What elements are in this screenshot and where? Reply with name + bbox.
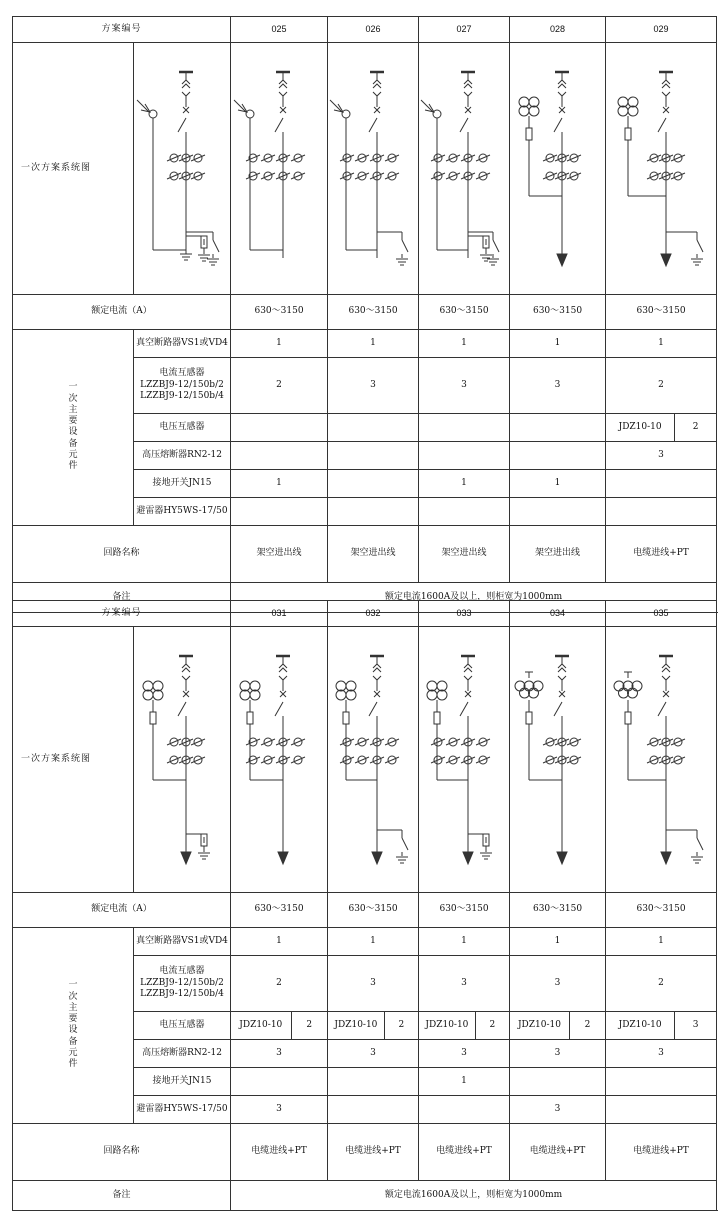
current-transformer-icon xyxy=(431,738,445,746)
ground-icon xyxy=(691,857,703,863)
cable-arrow-icon xyxy=(372,852,382,864)
current-transformer-icon xyxy=(340,172,354,180)
fuse-qty: 3 xyxy=(606,1039,717,1067)
plug-in-contact-icon xyxy=(464,80,472,96)
feeder-line xyxy=(153,656,204,852)
arrester-qty xyxy=(510,497,606,525)
current-transformer-icon xyxy=(261,154,275,162)
plug-in-contact-icon xyxy=(558,80,566,96)
vt-model: JDZ10-10 xyxy=(328,1012,385,1039)
vt-qty: 3 xyxy=(692,1019,699,1030)
rated-current-value: 630～3150 xyxy=(231,893,328,928)
current-transformer-icon xyxy=(261,738,275,746)
rated-current-label: 额定电流（A） xyxy=(13,295,231,330)
scheme-number: 035 xyxy=(606,601,717,627)
earthing-switch-icon xyxy=(697,232,703,258)
arrester-qty: 3 xyxy=(231,1095,328,1123)
ct-qty: 2 xyxy=(231,955,328,1011)
current-transformer-icon xyxy=(291,172,305,180)
circuit-name: 电缆进线+PT xyxy=(606,1123,717,1180)
current-transformer-icon xyxy=(291,738,305,746)
breaker-qty: 1 xyxy=(231,329,328,357)
breaker-qty: 1 xyxy=(231,927,328,955)
vt-qty: 2 xyxy=(306,1019,313,1030)
vt-cell xyxy=(606,1011,717,1039)
overhead-line-icon xyxy=(137,100,157,118)
ct-qty: 3 xyxy=(419,955,510,1011)
current-transformer-icon xyxy=(671,756,685,764)
current-transformer-icon xyxy=(191,738,205,746)
fuse-qty xyxy=(231,441,328,469)
overhead-line-icon xyxy=(421,100,441,118)
fuse-icon xyxy=(434,712,440,724)
feeder-line xyxy=(250,656,283,852)
plug-in-contact-icon xyxy=(373,80,381,96)
ct-qty: 3 xyxy=(328,357,419,413)
vt-cell xyxy=(231,1011,328,1039)
rated-current-value: 630～3150 xyxy=(328,295,419,330)
arrester-qty: 3 xyxy=(510,1095,606,1123)
vacuum-breaker-icon xyxy=(460,691,471,716)
earthing-switch-icon xyxy=(493,232,499,258)
cable-arrow-icon xyxy=(661,852,671,864)
vt-cell xyxy=(510,1011,606,1039)
vt-cell xyxy=(419,1011,510,1039)
earthing-switch-icon xyxy=(402,830,408,856)
arrester-label: 避雷器HY5WS-17/50 xyxy=(134,497,231,525)
circuit-name: 电缆进线+PT xyxy=(328,1123,419,1180)
fuse-qty: 3 xyxy=(419,1039,510,1067)
circuit-name-label: 回路名称 xyxy=(13,1123,231,1180)
ct-qty: 3 xyxy=(419,357,510,413)
circuit-name-row xyxy=(13,1123,717,1180)
vt-model: JDZ10-10 xyxy=(510,1012,570,1039)
vacuum-breaker-icon xyxy=(178,107,189,132)
current-transformer-icon xyxy=(543,154,557,162)
vt-cell xyxy=(328,413,419,441)
fuse-icon xyxy=(526,712,532,724)
overhead-line-icon xyxy=(234,100,254,118)
current-transformer-icon xyxy=(446,172,460,180)
feeder-line xyxy=(437,656,486,852)
arrester-qty xyxy=(606,1095,717,1123)
voltage-transformer-icon xyxy=(336,681,356,700)
voltage-transformer-icon xyxy=(427,681,447,700)
vacuum-breaker-icon xyxy=(658,691,669,716)
plug-in-contact-icon xyxy=(464,664,472,680)
cable-arrow-icon xyxy=(463,852,473,864)
diagram-row xyxy=(13,43,717,295)
rated-current-value: 630～3150 xyxy=(510,893,606,928)
feeder-line xyxy=(346,656,402,852)
vt-cell xyxy=(419,413,510,441)
remarks-row xyxy=(13,1181,717,1211)
scheme-number: 033 xyxy=(419,601,510,627)
current-transformer-icon xyxy=(246,154,260,162)
fuse-icon xyxy=(150,712,156,724)
current-transformer-icon xyxy=(246,756,260,764)
scheme-number: 032 xyxy=(328,601,419,627)
surge-arrester-icon xyxy=(483,236,489,254)
feeder-line xyxy=(437,72,493,258)
surge-arrester-icon xyxy=(483,834,489,852)
circuit-name-label: 回路名称 xyxy=(13,525,231,582)
circuit-name: 架空进出线 xyxy=(419,525,510,582)
earth-switch-qty xyxy=(231,1067,328,1095)
fuse-qty: 3 xyxy=(231,1039,328,1067)
breaker-qty: 1 xyxy=(328,329,419,357)
circuit-name: 架空进出线 xyxy=(231,525,328,582)
earth-switch-qty xyxy=(328,469,419,497)
current-transformer-icon xyxy=(476,756,490,764)
surge-arrester-icon xyxy=(201,236,207,254)
single-line-diagram xyxy=(606,627,717,893)
circuit-name-row xyxy=(13,525,717,582)
fuse-qty: 3 xyxy=(328,1039,419,1067)
breaker-qty: 1 xyxy=(419,927,510,955)
vacuum-breaker-icon xyxy=(554,691,565,716)
ground-icon xyxy=(487,259,499,265)
earthing-switch-icon xyxy=(213,232,219,258)
fuse-icon xyxy=(625,712,631,724)
arrester-qty xyxy=(606,497,717,525)
scheme-number-row xyxy=(13,17,717,43)
scheme-number-label: 方案编号 xyxy=(13,601,231,627)
ground-icon xyxy=(691,259,703,265)
breaker-label: 真空断路器VS1或VD4 xyxy=(134,329,231,357)
plug-in-contact-icon xyxy=(279,80,287,96)
breaker-label: 真空断路器VS1或VD4 xyxy=(134,927,231,955)
vt-label: 电压互感器 xyxy=(134,1011,231,1039)
current-transformer-icon xyxy=(647,738,661,746)
current-transformer-icon xyxy=(543,172,557,180)
scheme-number: 028 xyxy=(510,17,606,43)
earth-switch-qty: 1 xyxy=(231,469,328,497)
single-line-diagram xyxy=(134,43,231,295)
single-line-diagram xyxy=(231,43,328,295)
ground-icon xyxy=(207,259,219,265)
feeder-line xyxy=(250,72,283,258)
earthing-switch-icon xyxy=(402,232,408,258)
vacuum-breaker-icon xyxy=(369,691,380,716)
earth-switch-qty: 1 xyxy=(510,469,606,497)
diagram-label: 一次方案系统图 xyxy=(13,627,134,893)
current-transformer-icon xyxy=(291,756,305,764)
earthing-switch-icon xyxy=(697,830,703,856)
breaker-qty: 1 xyxy=(510,927,606,955)
fuse-qty: 3 xyxy=(510,1039,606,1067)
feeder-line xyxy=(628,72,697,254)
current-transformer-icon xyxy=(291,154,305,162)
vacuum-breaker-icon xyxy=(554,107,565,132)
ct-qty: 2 xyxy=(606,357,717,413)
current-transformer-icon xyxy=(355,154,369,162)
voltage-transformer-icon xyxy=(618,97,638,116)
fuse-icon xyxy=(625,128,631,140)
equipment-group-label: 一 次 主 要 设 备 元 件 xyxy=(13,329,134,525)
vacuum-breaker-icon xyxy=(460,107,471,132)
voltage-transformer-icon xyxy=(143,681,163,700)
arrester-qty xyxy=(328,1095,419,1123)
voltage-transformer-icon xyxy=(515,672,543,698)
current-transformer-icon xyxy=(647,172,661,180)
current-transformer-icon xyxy=(355,756,369,764)
ct-label: 电流互感器 LZZBJ9-12/150b/2 LZZBJ9-12/150b/4 xyxy=(134,357,231,413)
scheme-table-1 xyxy=(12,16,717,613)
rated-current-row xyxy=(13,893,717,928)
breaker-row xyxy=(13,329,717,357)
ct-qty: 2 xyxy=(606,955,717,1011)
single-line-diagram xyxy=(134,627,231,893)
voltage-transformer-icon xyxy=(519,97,539,116)
current-transformer-icon xyxy=(191,172,205,180)
vt-qty: 2 xyxy=(692,421,699,432)
earth-switch-label: 接地开关JN15 xyxy=(134,469,231,497)
current-transformer-icon xyxy=(671,738,685,746)
ct-qty: 3 xyxy=(328,955,419,1011)
current-transformer-icon xyxy=(543,738,557,746)
arrester-qty xyxy=(419,1095,510,1123)
current-transformer-icon xyxy=(340,738,354,746)
scheme-number: 027 xyxy=(419,17,510,43)
current-transformer-icon xyxy=(385,738,399,746)
vacuum-breaker-icon xyxy=(178,691,189,716)
fuse-qty xyxy=(328,441,419,469)
current-transformer-icon xyxy=(446,154,460,162)
current-transformer-icon xyxy=(671,154,685,162)
scheme-number: 034 xyxy=(510,601,606,627)
current-transformer-icon xyxy=(167,154,181,162)
earth-switch-qty: 1 xyxy=(419,469,510,497)
vt-cell xyxy=(328,1011,419,1039)
current-transformer-icon xyxy=(191,154,205,162)
circuit-name: 电缆进线+PT xyxy=(231,1123,328,1180)
rated-current-value: 630～3150 xyxy=(510,295,606,330)
surge-arrester-icon xyxy=(201,834,207,852)
scheme-sheet-2 xyxy=(0,600,720,1211)
single-line-diagram xyxy=(419,627,510,893)
earth-switch-qty xyxy=(606,1067,717,1095)
rated-current-value: 630～3150 xyxy=(419,893,510,928)
current-transformer-icon xyxy=(355,738,369,746)
plug-in-contact-icon xyxy=(558,664,566,680)
current-transformer-icon xyxy=(246,172,260,180)
current-transformer-icon xyxy=(385,756,399,764)
current-transformer-icon xyxy=(385,154,399,162)
current-transformer-icon xyxy=(567,756,581,764)
fuse-label: 高压熔断器RN2-12 xyxy=(134,1039,231,1067)
fuse-icon xyxy=(526,128,532,140)
remarks-text: 额定电流1600A及以上，则柜宽为1000mm xyxy=(231,1181,717,1211)
breaker-qty: 1 xyxy=(419,329,510,357)
current-transformer-icon xyxy=(261,756,275,764)
breaker-qty: 1 xyxy=(606,329,717,357)
vt-model: JDZ10-10 xyxy=(231,1012,292,1039)
cable-arrow-icon xyxy=(278,852,288,864)
current-transformer-icon xyxy=(167,756,181,764)
current-transformer-icon xyxy=(543,756,557,764)
overhead-line-icon xyxy=(330,100,350,118)
earth-switch-label: 接地开关JN15 xyxy=(134,1067,231,1095)
scheme-table-2 xyxy=(12,600,717,1211)
cable-arrow-icon xyxy=(181,852,191,864)
single-line-diagram xyxy=(328,43,419,295)
earth-switch-qty xyxy=(328,1067,419,1095)
cable-arrow-icon xyxy=(557,254,567,266)
current-transformer-icon xyxy=(191,756,205,764)
earth-switch-qty xyxy=(510,1067,606,1095)
plug-in-contact-icon xyxy=(662,664,670,680)
vacuum-breaker-icon xyxy=(369,107,380,132)
rated-current-value: 630～3150 xyxy=(606,893,717,928)
ground-icon xyxy=(198,255,210,261)
rated-current-value: 630～3150 xyxy=(419,295,510,330)
current-transformer-icon xyxy=(567,172,581,180)
arrester-qty xyxy=(419,497,510,525)
single-line-diagram xyxy=(328,627,419,893)
current-transformer-icon xyxy=(431,172,445,180)
current-transformer-icon xyxy=(476,154,490,162)
breaker-qty: 1 xyxy=(510,329,606,357)
circuit-name: 电缆进线+PT xyxy=(510,1123,606,1180)
feeder-line xyxy=(529,72,562,254)
scheme-number: 025 xyxy=(231,17,328,43)
earth-switch-qty xyxy=(606,469,717,497)
ct-qty: 2 xyxy=(231,357,328,413)
scheme-number-label: 方案编号 xyxy=(13,17,231,43)
current-transformer-icon xyxy=(167,172,181,180)
equipment-group-label: 一 次 主 要 设 备 元 件 xyxy=(13,927,134,1123)
rated-current-row xyxy=(13,295,717,330)
vacuum-breaker-icon xyxy=(275,691,286,716)
single-line-diagram xyxy=(510,43,606,295)
current-transformer-icon xyxy=(567,154,581,162)
current-transformer-icon xyxy=(567,738,581,746)
ground-icon xyxy=(480,255,492,261)
single-line-diagram xyxy=(419,43,510,295)
circuit-name: 电缆进线+PT xyxy=(606,525,717,582)
plug-in-contact-icon xyxy=(182,664,190,680)
remarks-label: 备注 xyxy=(13,583,231,613)
ground-icon xyxy=(480,853,492,859)
fuse-qty: 3 xyxy=(606,441,717,469)
plug-in-contact-icon xyxy=(373,664,381,680)
ground-icon xyxy=(180,254,192,260)
current-transformer-icon xyxy=(385,172,399,180)
current-transformer-icon xyxy=(167,738,181,746)
fuse-icon xyxy=(247,712,253,724)
plug-in-contact-icon xyxy=(182,80,190,96)
circuit-name: 电缆进线+PT xyxy=(419,1123,510,1180)
feeder-line xyxy=(628,656,697,852)
current-transformer-icon xyxy=(340,756,354,764)
vt-qty: 2 xyxy=(398,1019,405,1030)
circuit-name: 架空进出线 xyxy=(328,525,419,582)
current-transformer-icon xyxy=(355,172,369,180)
vt-label: 电压互感器 xyxy=(134,413,231,441)
ground-icon xyxy=(198,853,210,859)
vacuum-breaker-icon xyxy=(658,107,669,132)
current-transformer-icon xyxy=(431,756,445,764)
current-transformer-icon xyxy=(446,738,460,746)
vt-qty: 2 xyxy=(584,1019,591,1030)
circuit-name: 架空进出线 xyxy=(510,525,606,582)
plug-in-contact-icon xyxy=(279,664,287,680)
scheme-number-row xyxy=(13,601,717,627)
voltage-transformer-icon xyxy=(614,672,642,698)
vt-qty: 2 xyxy=(489,1019,496,1030)
ground-icon xyxy=(396,857,408,863)
rated-current-value: 630～3150 xyxy=(328,893,419,928)
remarks-label: 备注 xyxy=(13,1181,231,1211)
current-transformer-icon xyxy=(340,154,354,162)
current-transformer-icon xyxy=(446,756,460,764)
diagram-row xyxy=(13,627,717,893)
current-transformer-icon xyxy=(431,154,445,162)
vt-cell xyxy=(606,413,717,441)
scheme-number: 031 xyxy=(231,601,328,627)
earth-switch-qty: 1 xyxy=(419,1067,510,1095)
ct-qty: 3 xyxy=(510,955,606,1011)
single-line-diagram xyxy=(231,627,328,893)
fuse-qty xyxy=(419,441,510,469)
plug-in-contact-icon xyxy=(662,80,670,96)
vt-model: JDZ10-10 xyxy=(606,414,675,441)
current-transformer-icon xyxy=(671,172,685,180)
vt-cell xyxy=(231,413,328,441)
feeder-line xyxy=(153,72,213,254)
scheme-number: 026 xyxy=(328,17,419,43)
rated-current-value: 630～3150 xyxy=(231,295,328,330)
breaker-qty: 1 xyxy=(606,927,717,955)
single-line-diagram xyxy=(606,43,717,295)
ground-icon xyxy=(396,259,408,265)
current-transformer-icon xyxy=(476,738,490,746)
rated-current-label: 额定电流（A） xyxy=(13,893,231,928)
diagram-label: 一次方案系统图 xyxy=(13,43,134,295)
current-transformer-icon xyxy=(261,172,275,180)
breaker-row xyxy=(13,927,717,955)
scheme-sheet-1 xyxy=(0,16,720,613)
arrester-qty xyxy=(231,497,328,525)
vt-model: JDZ10-10 xyxy=(419,1012,476,1039)
ct-qty: 3 xyxy=(510,357,606,413)
feeder-line xyxy=(346,72,402,258)
current-transformer-icon xyxy=(246,738,260,746)
current-transformer-icon xyxy=(476,172,490,180)
scheme-number: 029 xyxy=(606,17,717,43)
current-transformer-icon xyxy=(647,756,661,764)
vt-model: JDZ10-10 xyxy=(606,1012,675,1039)
vt-cell xyxy=(510,413,606,441)
voltage-transformer-icon xyxy=(240,681,260,700)
arrester-qty xyxy=(328,497,419,525)
fuse-label: 高压熔断器RN2-12 xyxy=(134,441,231,469)
rated-current-value: 630～3150 xyxy=(606,295,717,330)
cable-arrow-icon xyxy=(661,254,671,266)
cable-arrow-icon xyxy=(557,852,567,864)
arrester-label: 避雷器HY5WS-17/50 xyxy=(134,1095,231,1123)
current-transformer-icon xyxy=(647,154,661,162)
breaker-qty: 1 xyxy=(328,927,419,955)
fuse-qty xyxy=(510,441,606,469)
vacuum-breaker-icon xyxy=(275,107,286,132)
fuse-icon xyxy=(343,712,349,724)
single-line-diagram xyxy=(510,627,606,893)
remarks-text: 额定电流1600A及以上，则柜宽为1000mm xyxy=(231,583,717,613)
ct-label: 电流互感器 LZZBJ9-12/150b/2 LZZBJ9-12/150b/4 xyxy=(134,955,231,1011)
